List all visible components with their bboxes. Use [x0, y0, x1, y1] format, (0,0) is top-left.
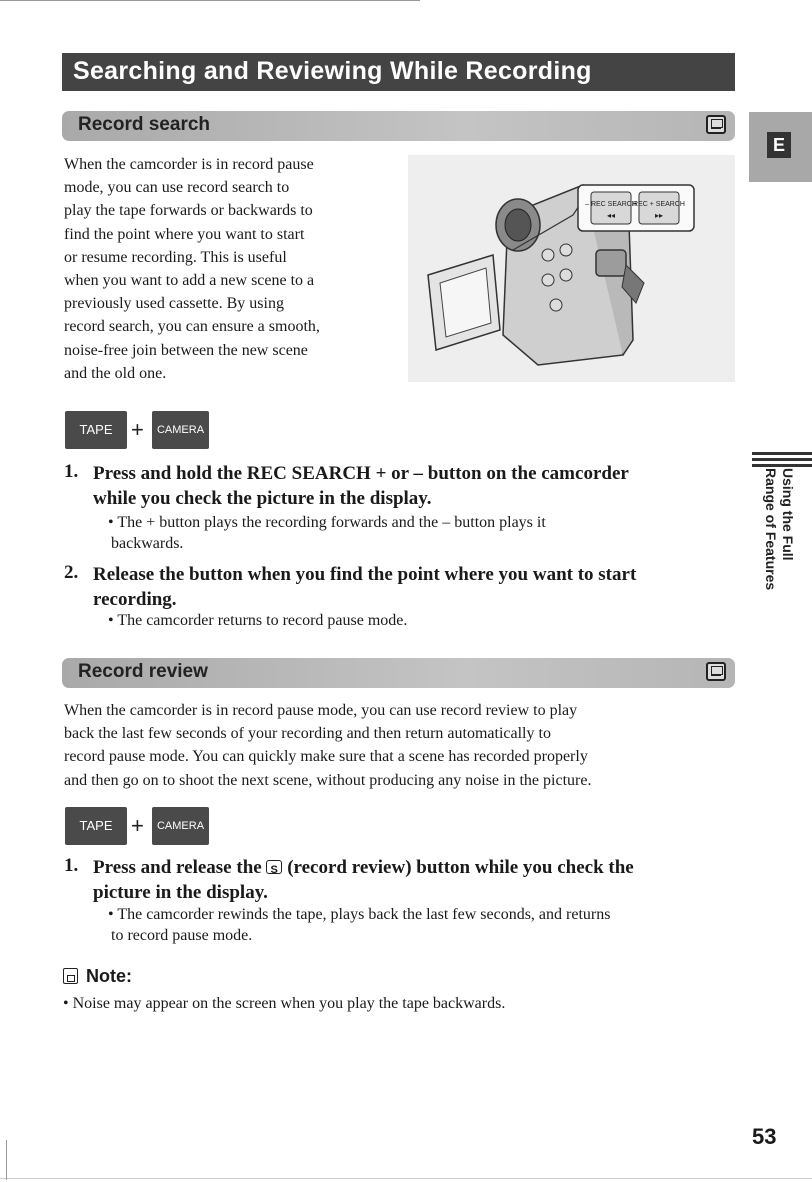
tape-mode-icon: [706, 115, 726, 134]
rec-search-minus-label: – REC SEARCH: [585, 201, 637, 208]
bullet-line: to record pause mode.: [111, 927, 253, 944]
step-line: [93, 855, 743, 880]
intro-line: back the last few seconds of your recording and then return automatically to: [64, 725, 551, 743]
intro-line: find the point where you want to start: [64, 225, 305, 243]
record-review-intro: [64, 699, 744, 792]
camcorder-drawing: [408, 155, 735, 382]
plus-sign: +: [131, 417, 144, 442]
intro-line: previously used cassette. By using: [64, 295, 284, 313]
record-review-heading-bar: [62, 658, 735, 688]
record-search-intro: [64, 153, 404, 385]
intro-line: When the camcorder is in record pause mode, you can use record review to play: [64, 702, 578, 719]
step-text-pre: Press and release the: [93, 857, 262, 878]
step-number: 1.: [64, 461, 79, 482]
tape-mode-icon: [706, 662, 726, 681]
step-1-note: [108, 512, 728, 554]
review-step-instruction: [93, 855, 743, 905]
step-line: recording.: [93, 589, 177, 610]
step-line: while you check the picture in the display.: [93, 488, 432, 509]
intro-line: play the tape forwards or backwards to: [64, 202, 313, 220]
page-title: Searching and Reviewing While Recording: [73, 57, 592, 85]
step-number: 2.: [64, 562, 79, 583]
record-review-icon: [266, 860, 282, 874]
tape-mode-label: TAPE: [65, 411, 127, 449]
bottom-rule: [0, 1178, 812, 1179]
page-title-bar: [62, 53, 735, 91]
tape-mode-label: TAPE: [65, 807, 127, 845]
camera-mode-label: CAMERA: [152, 411, 209, 449]
record-review-heading: Record review: [78, 661, 208, 682]
note-text: • Noise may appear on the screen when you play the tape backwards.: [63, 995, 506, 1012]
forward-arrows: ▸▸: [654, 211, 664, 220]
step-line: Release the button when you find the point where you want to start: [93, 564, 637, 585]
review-step-note: [108, 904, 748, 946]
camcorder-illustration: [408, 155, 735, 382]
note-icon: [63, 968, 78, 984]
camera-mode-label: CAMERA: [152, 807, 209, 845]
rewind-arrows: ◂◂: [606, 211, 616, 220]
bullet-line: backwards.: [111, 535, 184, 552]
language-tab-letter: E: [767, 132, 791, 158]
page-number: 53: [752, 1124, 777, 1149]
rec-search-plus-label: REC + SEARCH: [633, 201, 685, 208]
intro-line: or resume recording. This is useful: [64, 248, 287, 266]
intro-line: record pause mode. You can quickly make sure that a scene has recorded properly: [64, 748, 588, 766]
step-line: Press and hold the REC SEARCH + or – button on the camcorder: [93, 463, 629, 484]
note-heading: [63, 966, 132, 987]
intro-line: record search, you can ensure a smooth,: [64, 318, 320, 336]
bullet-line: • The camcorder rewinds the tape, plays back the last few seconds, and returns: [108, 906, 611, 923]
side-rule: [6, 1140, 7, 1180]
intro-line: and the old one.: [64, 364, 167, 382]
intro-line: when you want to add a new scene to a: [64, 272, 315, 290]
bullet-line: • The + button plays the recording forwards and the – button plays it: [108, 514, 546, 531]
step-text-post: (record review) button while you check the: [287, 857, 634, 878]
intro-line: noise-free join between the new scene: [64, 341, 308, 359]
plus-sign: +: [131, 813, 144, 838]
intro-line: When the camcorder is in record pause: [64, 156, 314, 173]
record-search-heading-bar: [62, 111, 735, 141]
intro-line: and then go on to shoot the next scene, without producing any noise in the picture.: [64, 771, 592, 789]
step-1-instruction: [93, 461, 743, 511]
chapter-side-label: Using the Full Range of Features: [763, 468, 796, 591]
record-search-heading: Record search: [78, 114, 211, 135]
intro-line: mode, you can use record search to: [64, 179, 290, 197]
step-2-note: • The camcorder returns to record pause mode.: [108, 612, 408, 629]
step-line: picture in the display.: [93, 882, 268, 903]
step-2-instruction: [93, 562, 743, 612]
step-number: 1.: [64, 855, 79, 876]
language-tab: [749, 112, 812, 182]
top-rule: [0, 0, 420, 1]
note-heading-text: Note:: [86, 966, 132, 986]
